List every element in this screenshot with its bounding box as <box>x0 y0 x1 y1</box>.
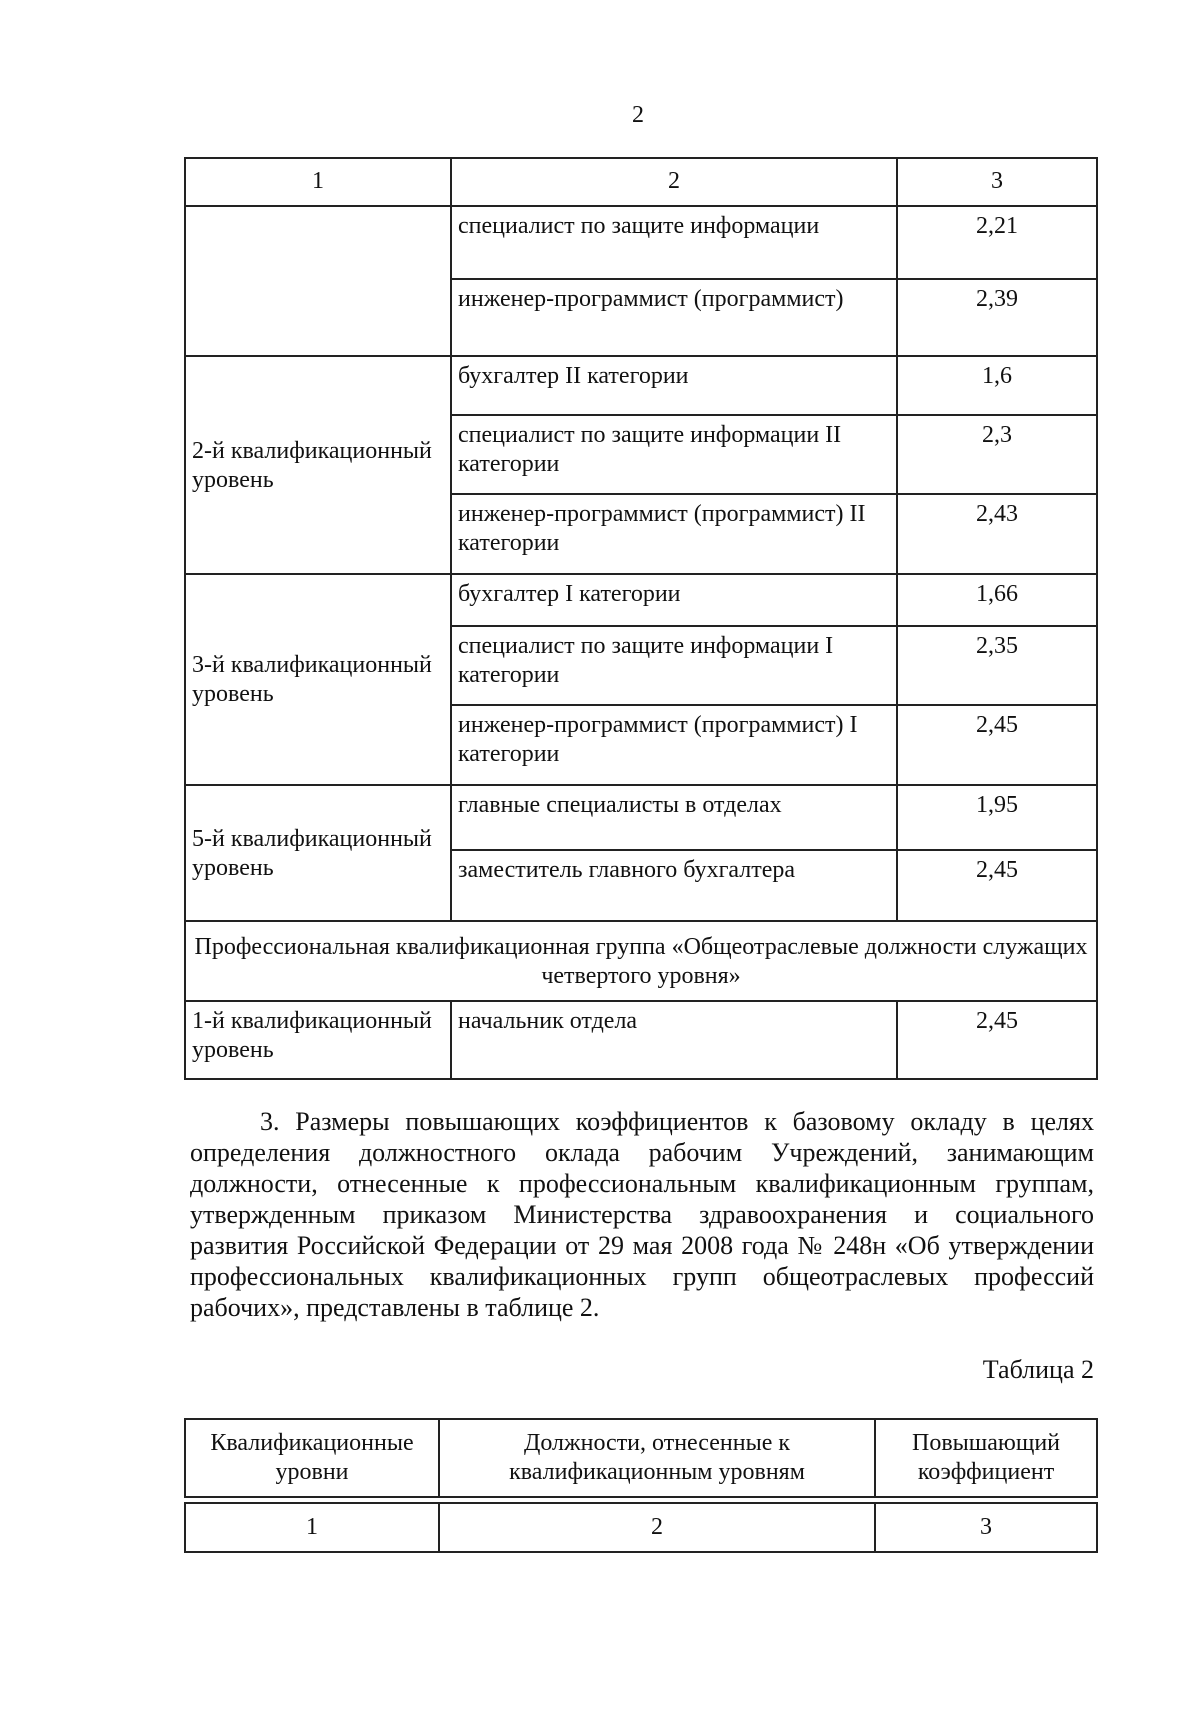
table-row <box>185 356 1097 415</box>
coefficient-cell: 2,39 <box>897 279 1097 356</box>
paragraph-3: 3. Размеры повышающих коэффициентов к базовому окладу в целях определения должностного оклада рабочим Учреждений, занимающим должности, отнесенные к профессиональным квалификационным группам, утвержденным приказом Министерства здравоохранения и социального развития Российской Федерации от 29 мая 2008 года № 248н «Об утверждении профессиональных квалификационных групп общеотраслевых профессий рабочих», представлены в таблице 2. <box>190 1107 1094 1322</box>
position-cell: специалист по защите информации I категории <box>451 626 897 705</box>
position-cell: бухгалтер II категории <box>451 356 897 415</box>
page-number: 2 <box>632 102 644 128</box>
table-row <box>185 206 1097 279</box>
table-header-row <box>185 158 1097 206</box>
table-row <box>185 574 1097 626</box>
coefficient-cell: 2,21 <box>897 206 1097 279</box>
level-cell-empty <box>185 206 451 356</box>
qualification-level-1: 1-й квалификационный уровень <box>185 1001 451 1079</box>
table-row <box>185 785 1097 850</box>
coefficient-cell: 2,35 <box>897 626 1097 705</box>
position-cell: специалист по защите информации <box>451 206 897 279</box>
qualification-level-2: 2-й квалификационный уровень <box>185 356 451 574</box>
position-cell: главные специалисты в отделах <box>451 785 897 850</box>
column-number-1: 1 <box>185 158 451 206</box>
column-number-row <box>185 1503 1097 1552</box>
coefficient-cell: 2,43 <box>897 494 1097 574</box>
header-qualification-levels: Квалификационные уровни <box>185 1419 439 1497</box>
qualification-level-5: 5-й квалификационный уровень <box>185 785 451 921</box>
table-header-row <box>185 1419 1097 1497</box>
qualification-level-3: 3-й квалификационный уровень <box>185 574 451 785</box>
coefficient-cell: 2,45 <box>897 850 1097 921</box>
coefficient-cell: 1,6 <box>897 356 1097 415</box>
position-cell: заместитель главного бухгалтера <box>451 850 897 921</box>
coefficient-cell: 1,66 <box>897 574 1097 626</box>
professional-group-heading: Профессиональная квалификационная группа «Общеотраслевые должности служащих четвертого уровня» <box>185 921 1097 1001</box>
column-number-1: 1 <box>185 1503 439 1552</box>
position-cell: бухгалтер I категории <box>451 574 897 626</box>
column-number-3: 3 <box>897 158 1097 206</box>
header-positions: Должности, отнесенные к квалификационным уровням <box>439 1419 875 1497</box>
coefficient-cell: 1,95 <box>897 785 1097 850</box>
coefficient-cell: 2,3 <box>897 415 1097 494</box>
coefficients-table-1 <box>184 157 1098 1080</box>
coefficient-cell: 2,45 <box>897 1001 1097 1079</box>
coefficients-table-2-numbers <box>184 1502 1098 1553</box>
table-2-caption: Таблица 2 <box>982 1355 1094 1384</box>
position-cell: специалист по защите информации II категории <box>451 415 897 494</box>
coefficient-cell: 2,45 <box>897 705 1097 785</box>
position-cell: инженер-программист (программист) I категории <box>451 705 897 785</box>
column-number-2: 2 <box>451 158 897 206</box>
table-row <box>185 1001 1097 1079</box>
column-number-3: 3 <box>875 1503 1097 1552</box>
column-number-2: 2 <box>439 1503 875 1552</box>
position-cell: инженер-программист (программист) II категории <box>451 494 897 574</box>
header-coefficient: Повышающий коэффициент <box>875 1419 1097 1497</box>
coefficients-table-2-header <box>184 1418 1098 1498</box>
position-cell: начальник отдела <box>451 1001 897 1079</box>
position-cell: инженер-программист (программист) <box>451 279 897 356</box>
group-heading-row <box>185 921 1097 1001</box>
